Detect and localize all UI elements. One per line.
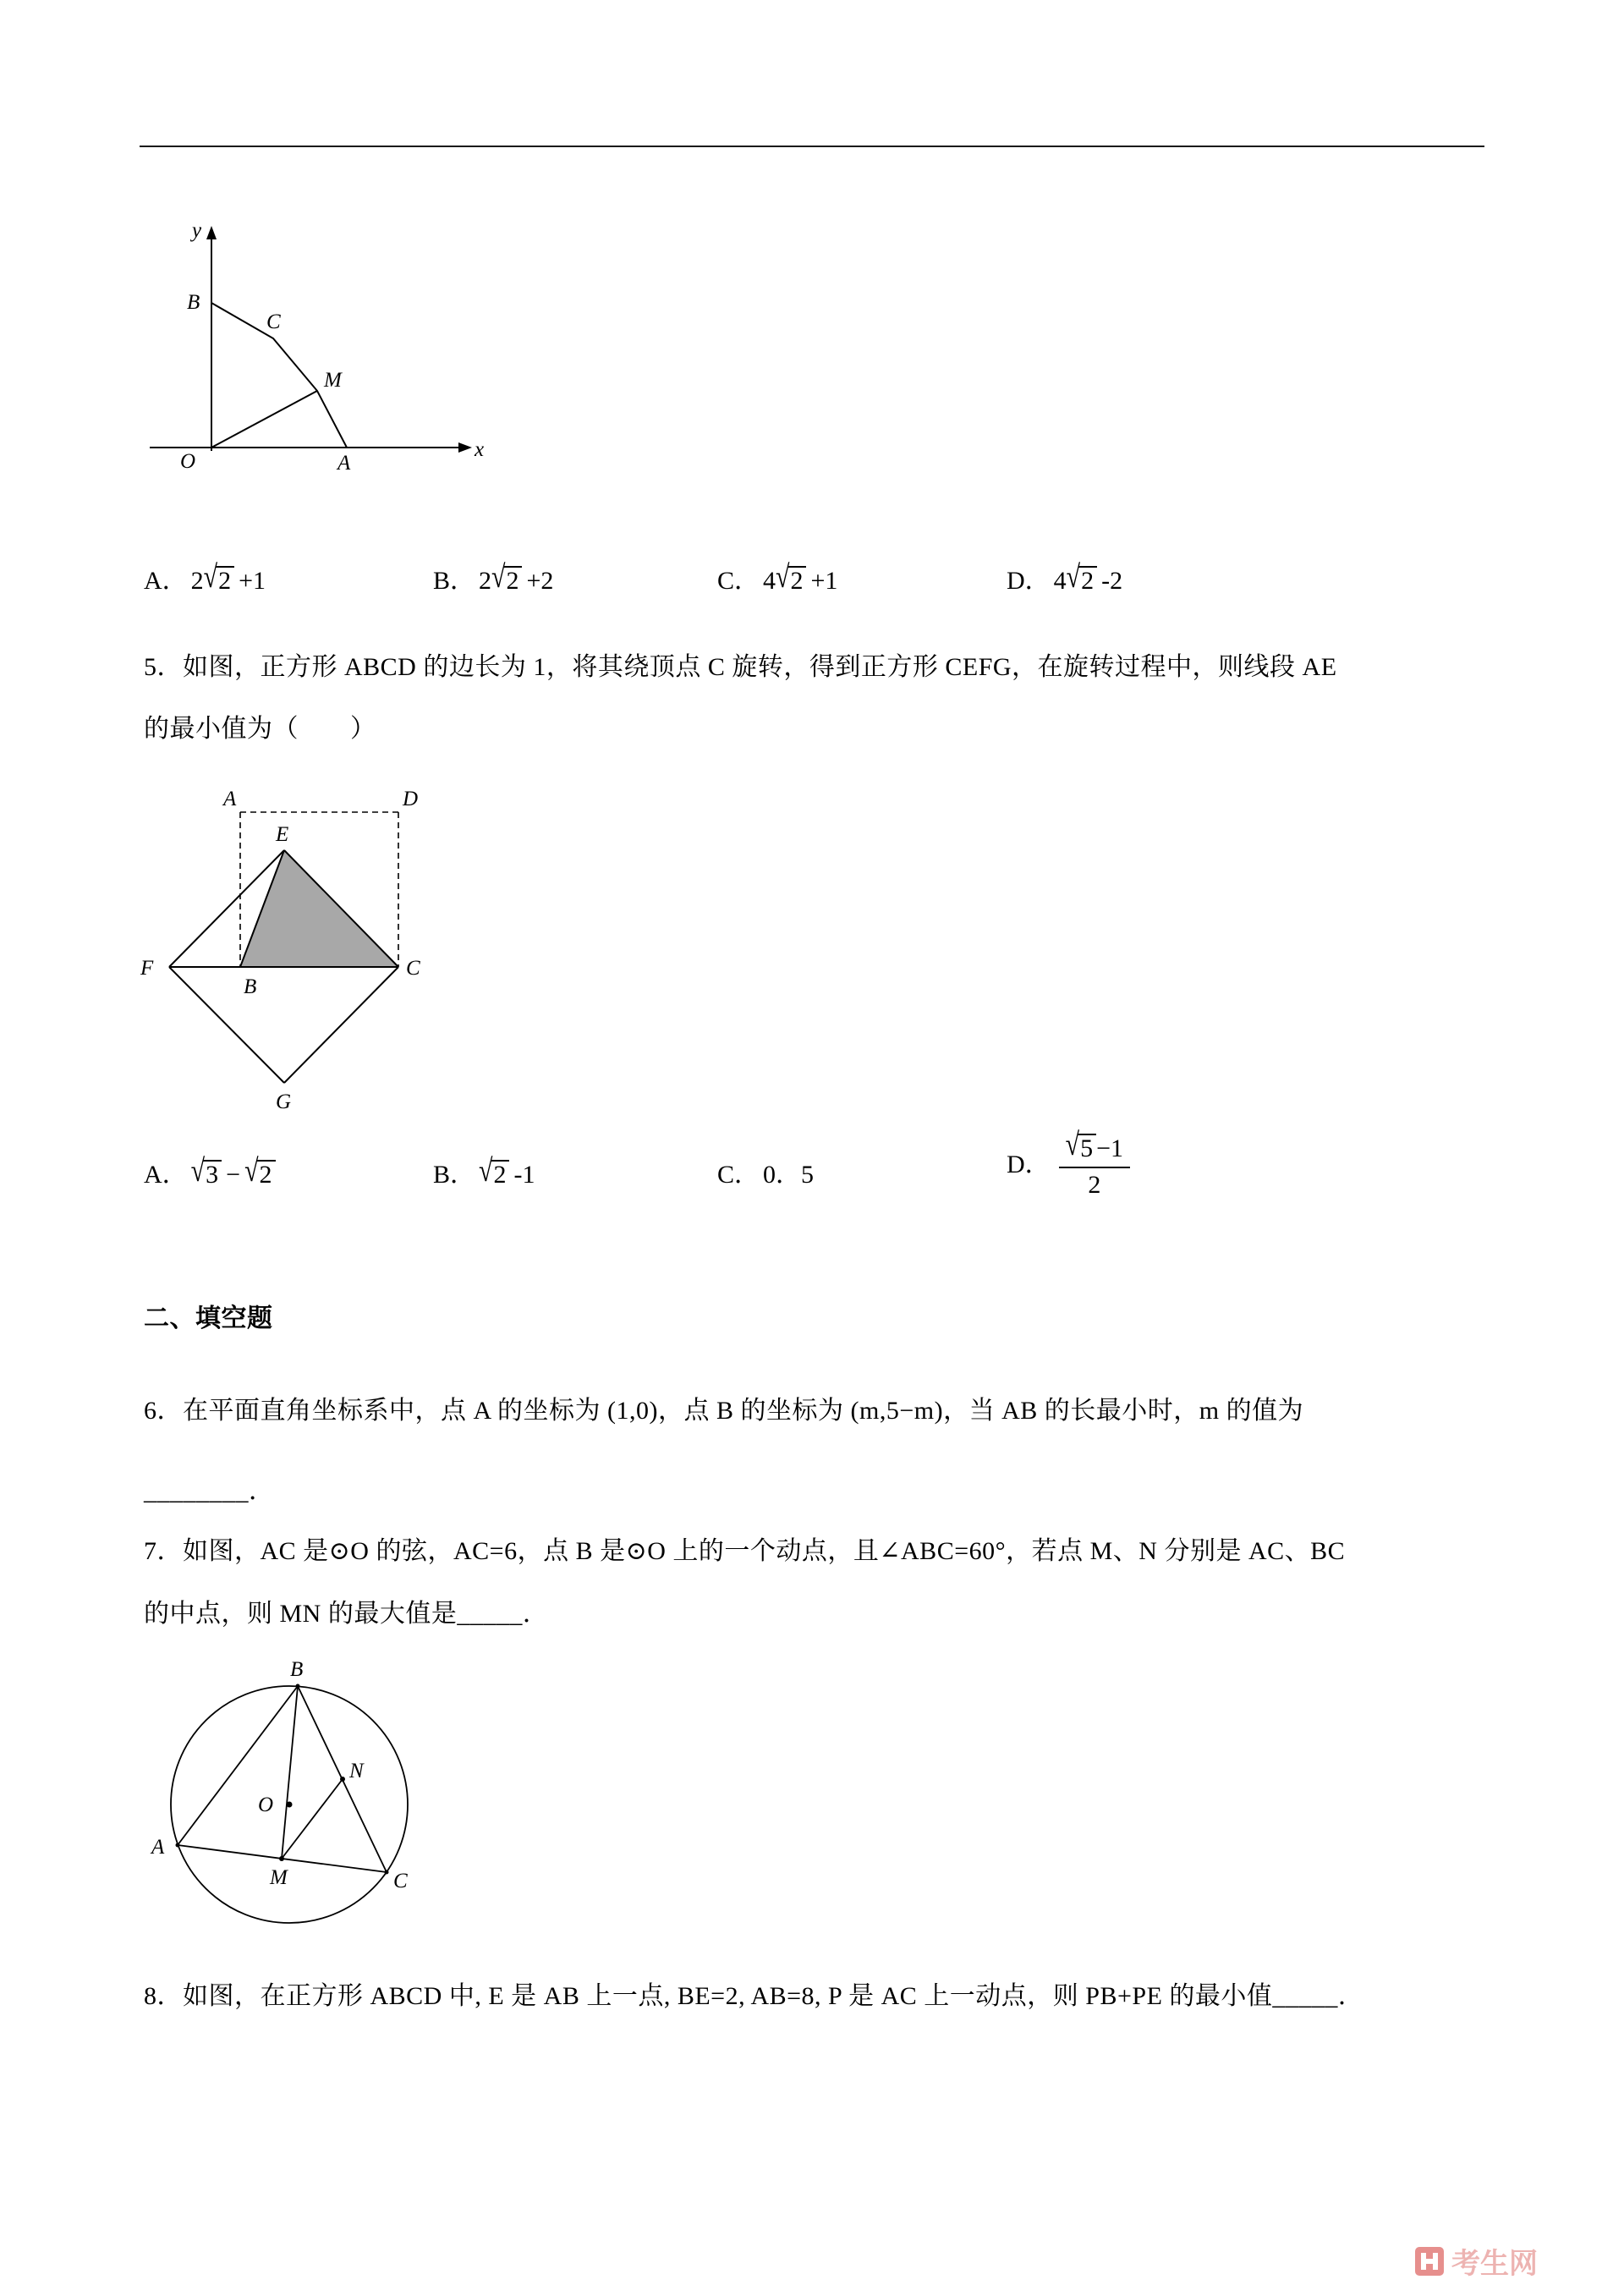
option-label: B． [433, 1161, 476, 1189]
q6-blank-line: ________． [144, 1477, 275, 1505]
section-title-fill-in: 二、填空题 [144, 1305, 273, 1332]
site-watermark [1414, 2240, 1538, 2282]
option-coeff: 4 [1053, 567, 1067, 595]
sqrt-sign: √ [1066, 559, 1081, 595]
q7-text-line2: 的中点，则 MN 的最大值是_____． [144, 1600, 549, 1628]
q5-text-line1: 5．如图，正方形 ABCD 的边长为 1，将其绕顶点 C 旋转，得到正方形 CEFG，在旋转过程中，则线段 AE [144, 653, 1337, 681]
radical [1065, 1127, 1096, 1163]
point-label-C: C [266, 310, 281, 333]
axis-arrowheads [206, 226, 472, 453]
point-label-E: E [276, 823, 289, 846]
point-label-A: A [151, 1836, 165, 1859]
point-label-B: B [187, 291, 200, 314]
operator: − [226, 1161, 241, 1189]
q5-option-d [1007, 1127, 1130, 1200]
fraction [1059, 1127, 1130, 1200]
q4-option-d [1007, 559, 1122, 596]
radicand: 2 [787, 566, 806, 595]
option-suffix: -2 [1101, 567, 1123, 595]
y-axis-label: y [192, 219, 202, 242]
x-axis-label: x [475, 438, 485, 461]
option-label: A． [144, 567, 188, 595]
option-label: D． [1007, 567, 1051, 595]
point-label-N: N [349, 1760, 364, 1782]
radical [203, 559, 234, 596]
option-coeff: 4 [763, 567, 776, 595]
watermark-text: 考生网 [1451, 2248, 1538, 2280]
watermark-logo-icon [1414, 2246, 1445, 2277]
point-label-A: A [223, 788, 237, 810]
fraction-numerator [1059, 1127, 1130, 1167]
sqrt-sign: √ [1065, 1127, 1080, 1162]
point-label-M: M [324, 369, 342, 392]
option-value: 0．5 [763, 1161, 815, 1189]
q5-option-a [144, 1153, 276, 1190]
shaded-triangle [240, 850, 398, 967]
figure-q4-coordinate-plane [140, 216, 503, 495]
q5-option-c [717, 1153, 814, 1190]
axes [150, 238, 461, 451]
option-label: C． [717, 1161, 760, 1189]
option-label: D． [1007, 1150, 1051, 1178]
sqrt-sign: √ [244, 1153, 259, 1189]
radicand: 2 [1078, 566, 1097, 595]
q6-text-line1: 6．在平面直角坐标系中，点 A 的坐标为 (1,0)，点 B 的坐标为 (m,5−m)，当 AB 的长最小时，m 的值为 [144, 1397, 1304, 1425]
option-suffix: +1 [239, 567, 266, 595]
option-suffix: +1 [810, 567, 838, 595]
radicand: 2 [257, 1160, 276, 1189]
radicand: 2 [503, 566, 522, 595]
q8-text-line1: 8．如图，在正方形 ABCD 中, E 是 AB 上一点, BE=2, AB=8, P 是 AC 上一动点，则 PB+PE 的最小值_____． [144, 1982, 1364, 2010]
radical [776, 559, 806, 596]
figure-q7-circle [131, 1645, 478, 1942]
radical [479, 1153, 509, 1189]
sqrt-sign: √ [190, 1153, 206, 1189]
radical [190, 1153, 222, 1189]
fraction-denominator: 2 [1059, 1167, 1130, 1200]
radical [1066, 559, 1097, 596]
q5-text-line2: 的最小值为（ ） [144, 715, 376, 743]
point-label-B: B [244, 975, 257, 998]
point-label-O: O [180, 450, 196, 473]
option-label: C． [717, 567, 760, 595]
figure-q5-rotated-squares [135, 777, 474, 1115]
q4-option-a [144, 559, 266, 596]
sqrt-sign: √ [776, 559, 790, 595]
numerator-suffix: −1 [1096, 1134, 1124, 1162]
radicand: 3 [203, 1160, 222, 1189]
option-label: B． [433, 567, 476, 595]
sqrt-sign: √ [479, 1153, 493, 1189]
point-label-O: O [258, 1793, 274, 1816]
point-label-G: G [276, 1090, 292, 1113]
sqrt-sign: √ [491, 559, 506, 595]
option-suffix: -1 [513, 1161, 535, 1189]
option-suffix: +2 [526, 567, 554, 595]
radicand: 2 [216, 566, 234, 595]
point-label-M: M [270, 1866, 288, 1889]
q4-option-b [433, 559, 553, 596]
q5-option-b [433, 1153, 535, 1190]
point-label-D: D [403, 788, 419, 810]
point-label-A: A [337, 452, 351, 475]
option-coeff: 2 [190, 567, 204, 595]
header-divider [140, 146, 1484, 147]
option-coeff: 2 [479, 567, 492, 595]
sqrt-sign: √ [203, 559, 218, 595]
point-label-B: B [290, 1658, 304, 1681]
radicand: 2 [491, 1160, 509, 1189]
q4-option-c [717, 559, 837, 596]
q7-text-line1: 7．如图，AC 是⊙O 的弦，AC=6，点 B 是⊙O 上的一个动点，且∠ABC=60°，若点 M、N 分别是 AC、BC [144, 1537, 1346, 1565]
point-label-F: F [140, 957, 154, 980]
radicand: 5 [1078, 1134, 1096, 1162]
radical [491, 559, 522, 596]
point-label-C: C [406, 957, 420, 980]
radical [244, 1153, 275, 1189]
option-label: A． [144, 1161, 188, 1189]
point-label-C: C [393, 1870, 408, 1892]
